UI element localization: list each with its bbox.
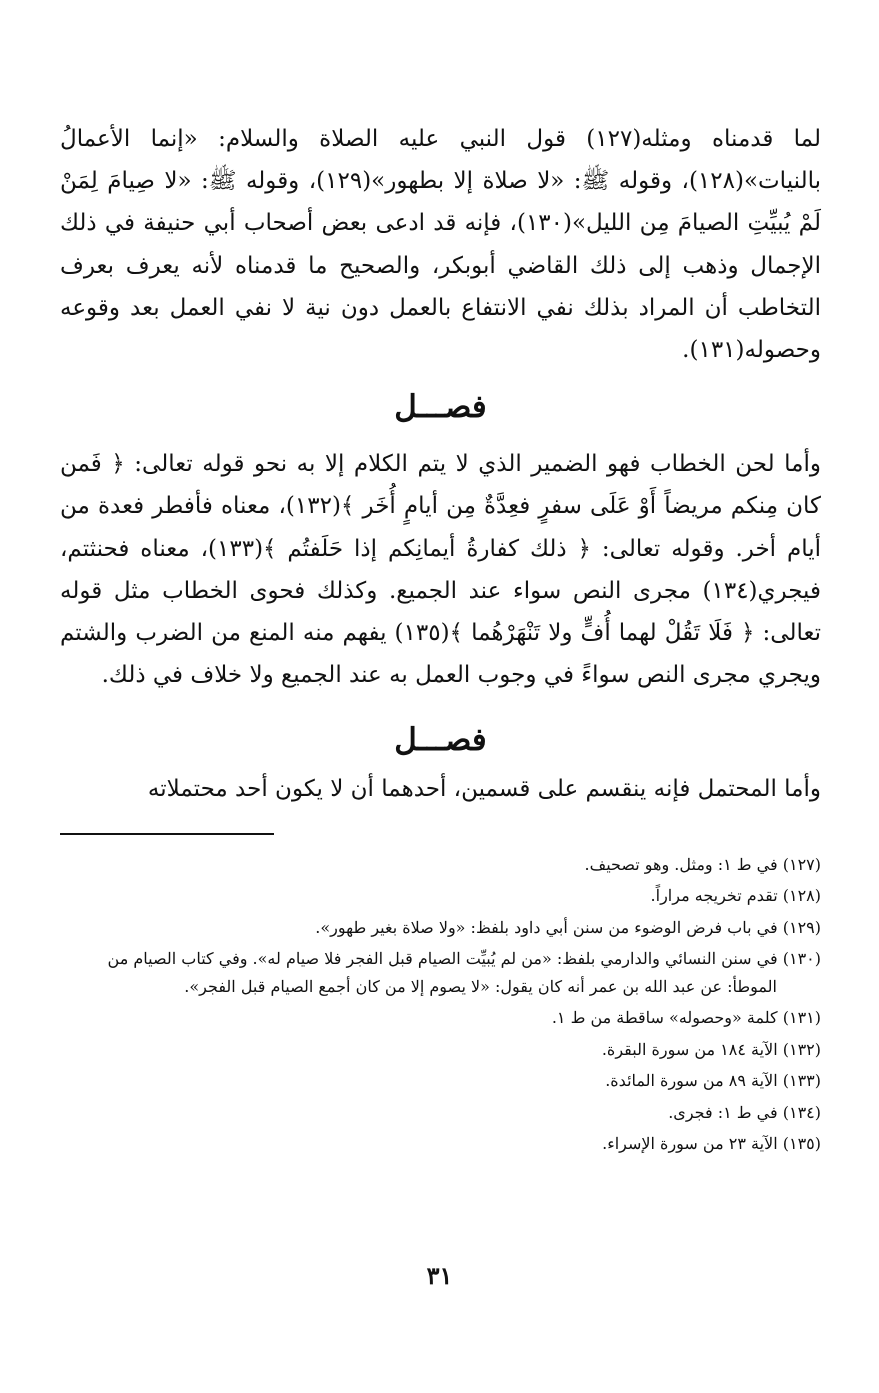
footnote-separator [60,833,274,835]
footnote-132: (١٣٢) الآية ١٨٤ من سورة البقرة. [601,1039,821,1059]
body-paragraph-1: لما قدمناه ومثله(١٢٧) قول النبي عليه الصلاة والسلام: «إنما الأعمالُ بالنيات»(١٢٨)، وقوله ﷺ: «لا صلاة إلا بطهور»(١٢٩)، وقوله ﷺ: «لا صِيامَ لِمَنْ لَمْ يُبيِّتِ الصيامَ مِن الليل»(١٣٠)، فإنه قد ادعى بعض أصحاب أبي حنيفة في ذلك الإجمال وذهب إلى ذلك القاضي أبوبكر، والصحيح ما قدمناه لأنه يعرف بعرف التخاطب أن المراد بذلك نفي الانتفاع بالعمل دون نية لا نفي العمل بعد وقوعه وحصوله(١٣١). [60,126,821,364]
footnote-128: (١٢٨) تقدم تخريجه مراراً. [650,886,821,906]
footnote-129: (١٢٩) في باب فرض الوضوء من سنن أبي داود بلفظ: «ولا صلاة بغير طهور». [315,917,821,937]
footnote-131: (١٣١) كلمة «وحصوله» ساقطة من ط ١. [551,1008,821,1028]
footnote-133: (١٣٣) الآية ٨٩ من سورة المائدة. [605,1071,821,1091]
section-heading-2: فصـــل [394,722,487,759]
footnote-135: (١٣٥) الآية ٢٣ من سورة الإسراء. [602,1134,821,1154]
footnotes [60,851,821,1158]
footnote-127: (١٢٧) في ط ١: ومثل. وهو تصحيف. [584,854,821,874]
body-paragraph-2: وأما لحن الخطاب فهو الضمير الذي لا يتم الكلام إلا به نحو قوله تعالى: ﴿ فَمن كان مِنكم مريضاً أَوْ عَلَى سفرٍ فعِدَّةٌ مِن أيامٍ أُخَر ﴾(١٣٢)، معناه فأفطر فعدة من أيام أخر. وقوله تعالى: ﴿ ذلك كفارةُ أيمانِكم إذا حَلَفتُم ﴾(١٣٣)، معناه فحنثتم، فيجري(١٣٤) مجرى النص سواء عند الجميع. وكذلك فحوى الخطاب مثل قوله تعالى: ﴿ فَلَا تَقُلْ لهما أُفٍّ ولا تَنْهَرْهُما ﴾(١٣٥) يفهم منه المنع من الضرب والشتم ويجري مجرى النص سواءً في وجوب العمل به عند الجميع ولا خلاف في ذلك. [60,451,821,689]
footnote-134: (١٣٤) في ط ١: فجرى. [668,1102,821,1122]
page-number: ٣١ [426,1261,453,1290]
body-paragraph-3: وأما المحتمل فإنه ينقسم على قسمين، أحدهما أن لا يكون أحد محتملاته [147,776,821,803]
footnote-130: (١٣٠) في سنن النسائي والدارمي بلفظ: «من لم يُبيِّت الصيام قبل الفجر فلا صيام له». وفي كتاب الصيام من الموطأ: عن عبد الله بن عمر أنه كان يقول: «لا يصوم إلا من كان أجمع الصيام قبل الفجر». [107,949,821,996]
section-heading-1: فصـــل [394,389,487,426]
